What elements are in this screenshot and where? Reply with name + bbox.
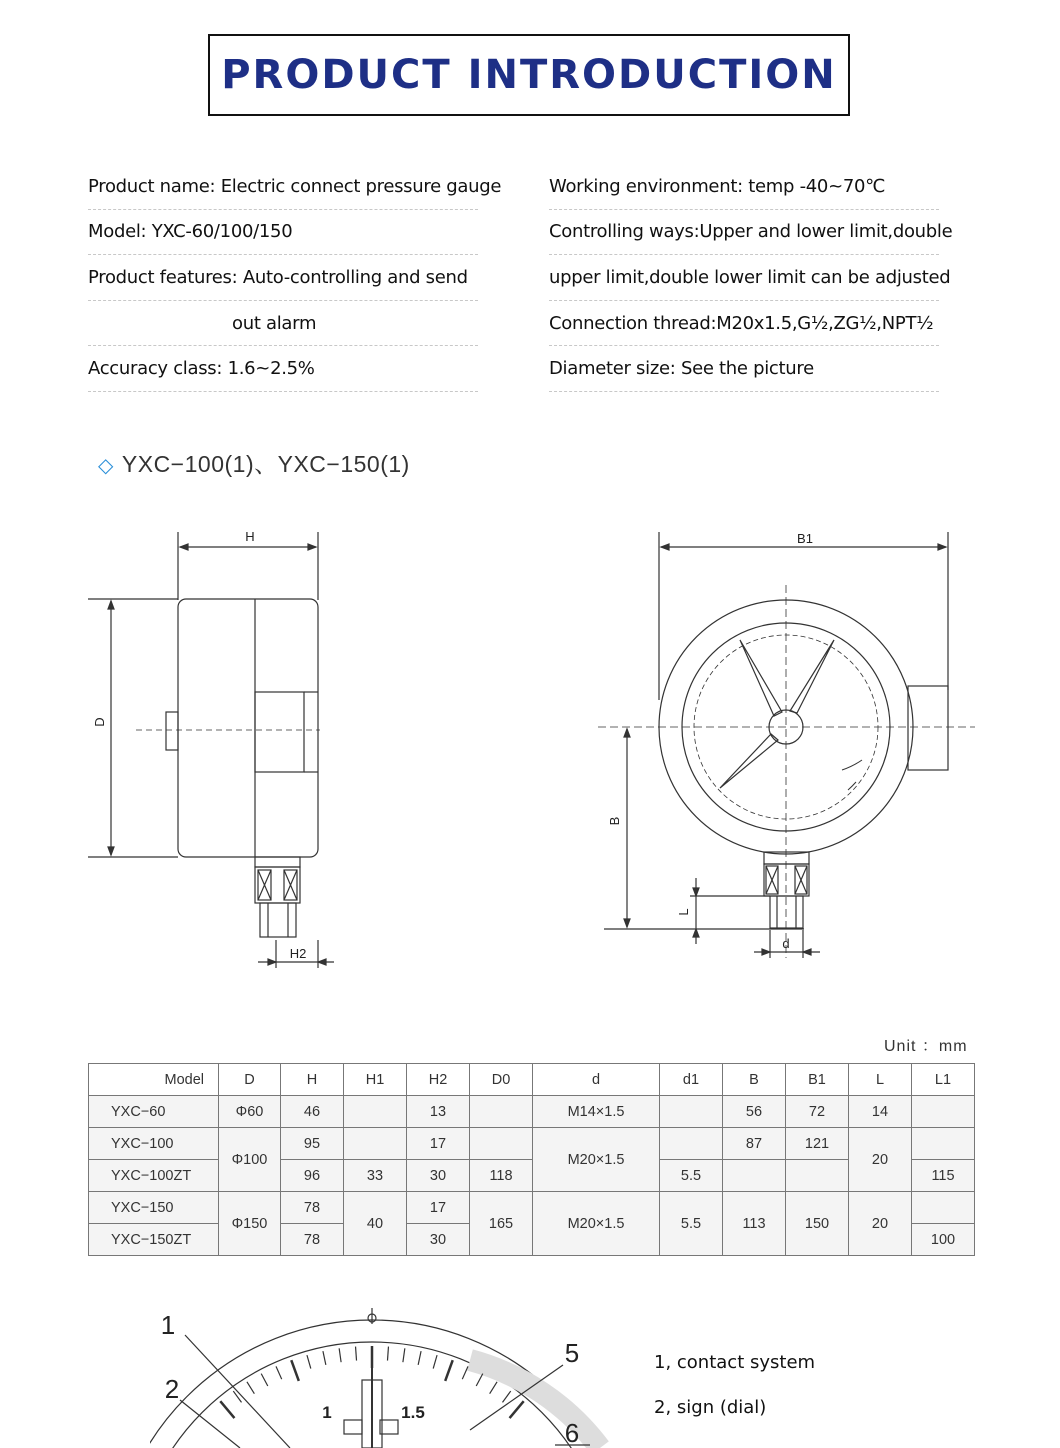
dial-tick	[261, 1374, 268, 1386]
dial-detail-drawing	[150, 1300, 620, 1448]
cell: Φ100	[219, 1128, 281, 1192]
dial-number-6: 6	[564, 1418, 580, 1448]
page-title: PRODUCT INTRODUCTION	[221, 52, 837, 98]
cell: M20×1.5	[533, 1128, 660, 1192]
info-column-left	[88, 164, 502, 392]
col-header: H2	[407, 1064, 470, 1096]
dial-tick	[433, 1355, 437, 1368]
cell: 150	[786, 1192, 849, 1256]
cell: 13	[407, 1096, 470, 1128]
cell: 46	[281, 1096, 344, 1128]
cell: 100	[912, 1224, 975, 1256]
cell: 95	[281, 1128, 344, 1160]
spec-table	[88, 1063, 975, 1256]
cell: 14	[849, 1096, 912, 1128]
dial-tick	[502, 1391, 510, 1402]
cell: 115	[912, 1160, 975, 1192]
cell	[786, 1160, 849, 1192]
table-row	[89, 1192, 975, 1224]
dial-tick	[490, 1382, 497, 1394]
cell	[660, 1128, 723, 1160]
col-header: B1	[786, 1064, 849, 1096]
col-header: d1	[660, 1064, 723, 1096]
label-d-thread: d	[782, 936, 790, 951]
table-row	[89, 1128, 975, 1160]
cell	[912, 1192, 975, 1224]
dial-tick	[291, 1360, 299, 1381]
table-row	[89, 1096, 975, 1128]
cell: 87	[723, 1128, 786, 1160]
dial-number-2: 2	[164, 1374, 180, 1404]
col-header: L1	[912, 1064, 975, 1096]
cell: 56	[723, 1096, 786, 1128]
cell: Φ60	[219, 1096, 281, 1128]
col-header: d	[533, 1064, 660, 1096]
label-l: L	[676, 908, 691, 916]
cell: 96	[281, 1160, 344, 1192]
info-features-cont: out alarm	[88, 301, 478, 347]
section-title: YXC−100(1)、YXC−150(1)	[121, 451, 410, 477]
cell	[470, 1128, 533, 1160]
label-h: H	[245, 529, 255, 544]
cell	[723, 1160, 786, 1192]
dial-tick	[220, 1401, 234, 1418]
dial-tick	[403, 1348, 405, 1362]
cell: 113	[723, 1192, 786, 1256]
cell: 33	[344, 1160, 407, 1192]
section-heading	[98, 446, 410, 479]
cell	[912, 1096, 975, 1128]
front-view-drawing	[595, 525, 980, 965]
cell: 5.5	[660, 1192, 723, 1256]
diamond-icon: ◇	[98, 455, 114, 477]
cell: 165	[470, 1192, 533, 1256]
cell: 78	[281, 1192, 344, 1224]
cell: 20	[849, 1192, 912, 1256]
dial-tick	[418, 1351, 421, 1365]
cell-model: YXC−60	[89, 1096, 219, 1128]
col-header: Model	[89, 1064, 219, 1096]
title-box	[208, 34, 850, 116]
col-header: B	[723, 1064, 786, 1096]
scale-label-1-5: 1.5	[401, 1403, 425, 1422]
cell: Φ150	[219, 1192, 281, 1256]
cell	[912, 1128, 975, 1160]
dial-tick	[339, 1348, 341, 1362]
cell	[660, 1096, 723, 1128]
info-product-name: Product name: Electric connect pressure gauge	[88, 164, 478, 210]
cell	[344, 1128, 407, 1160]
dial-number-1: 1	[160, 1310, 176, 1340]
side-view-drawing	[80, 525, 350, 975]
cell: 121	[786, 1128, 849, 1160]
cell-model: YXC−100ZT	[89, 1160, 219, 1192]
dial-tick	[462, 1366, 468, 1379]
cell-model: YXC−150	[89, 1192, 219, 1224]
dial-tick	[387, 1347, 388, 1361]
dial-tick	[476, 1374, 483, 1386]
cell: 72	[786, 1096, 849, 1128]
col-header: H	[281, 1064, 344, 1096]
cell	[470, 1096, 533, 1128]
dial-tick	[356, 1347, 357, 1361]
dial-tick	[510, 1401, 524, 1418]
dial-number-5: 5	[564, 1338, 580, 1368]
cell-model: YXC−150ZT	[89, 1224, 219, 1256]
cell: 40	[344, 1192, 407, 1256]
label-d-diameter: D	[92, 717, 107, 727]
info-environment: Working environment: temp -40~70℃	[549, 164, 939, 210]
info-diameter: Diameter size: See the picture	[549, 346, 939, 392]
scale-label-1: 1	[322, 1403, 332, 1422]
dial-tick	[307, 1355, 311, 1368]
cell: 17	[407, 1192, 470, 1224]
cell: M20×1.5	[533, 1192, 660, 1256]
cell: 30	[407, 1224, 470, 1256]
cell: 17	[407, 1128, 470, 1160]
info-controlling: Controlling ways:Upper and lower limit,double	[549, 210, 939, 256]
col-header: D	[219, 1064, 281, 1096]
table-header-row	[89, 1064, 975, 1096]
legend-item-1: 1, contact system	[654, 1352, 816, 1373]
dial-tick	[445, 1360, 453, 1381]
cell: 78	[281, 1224, 344, 1256]
col-header: H1	[344, 1064, 407, 1096]
info-controlling-cont: upper limit,double lower limit can be adjusted	[549, 255, 939, 301]
label-b1: B1	[797, 531, 813, 546]
unit-label: Unit ：mm	[884, 1038, 968, 1055]
label-b: B	[607, 816, 622, 826]
info-accuracy: Accuracy class: 1.6~2.5%	[88, 346, 478, 392]
col-header: D0	[470, 1064, 533, 1096]
info-connection: Connection thread:M20x1.5,G½,ZG½,NPT½	[549, 301, 939, 347]
cell: 30	[407, 1160, 470, 1192]
col-header: L	[849, 1064, 912, 1096]
cell: 5.5	[660, 1160, 723, 1192]
dial-tick	[233, 1391, 241, 1402]
cell-model: YXC−100	[89, 1128, 219, 1160]
dial-tick	[323, 1351, 326, 1365]
cell	[344, 1096, 407, 1128]
label-h2: H2	[289, 946, 307, 961]
cell: 20	[849, 1128, 912, 1192]
info-model: Model: YXC-60/100/150	[88, 210, 478, 256]
cell: 118	[470, 1160, 533, 1192]
dial-legend	[654, 1349, 815, 1439]
dial-tick	[247, 1382, 254, 1394]
legend-item-2: 2, sign (dial)	[654, 1397, 767, 1418]
info-features: Product features: Auto-controlling and send	[88, 255, 478, 301]
dial-tick	[276, 1366, 282, 1379]
info-column-right	[549, 164, 953, 392]
cell: M14×1.5	[533, 1096, 660, 1128]
